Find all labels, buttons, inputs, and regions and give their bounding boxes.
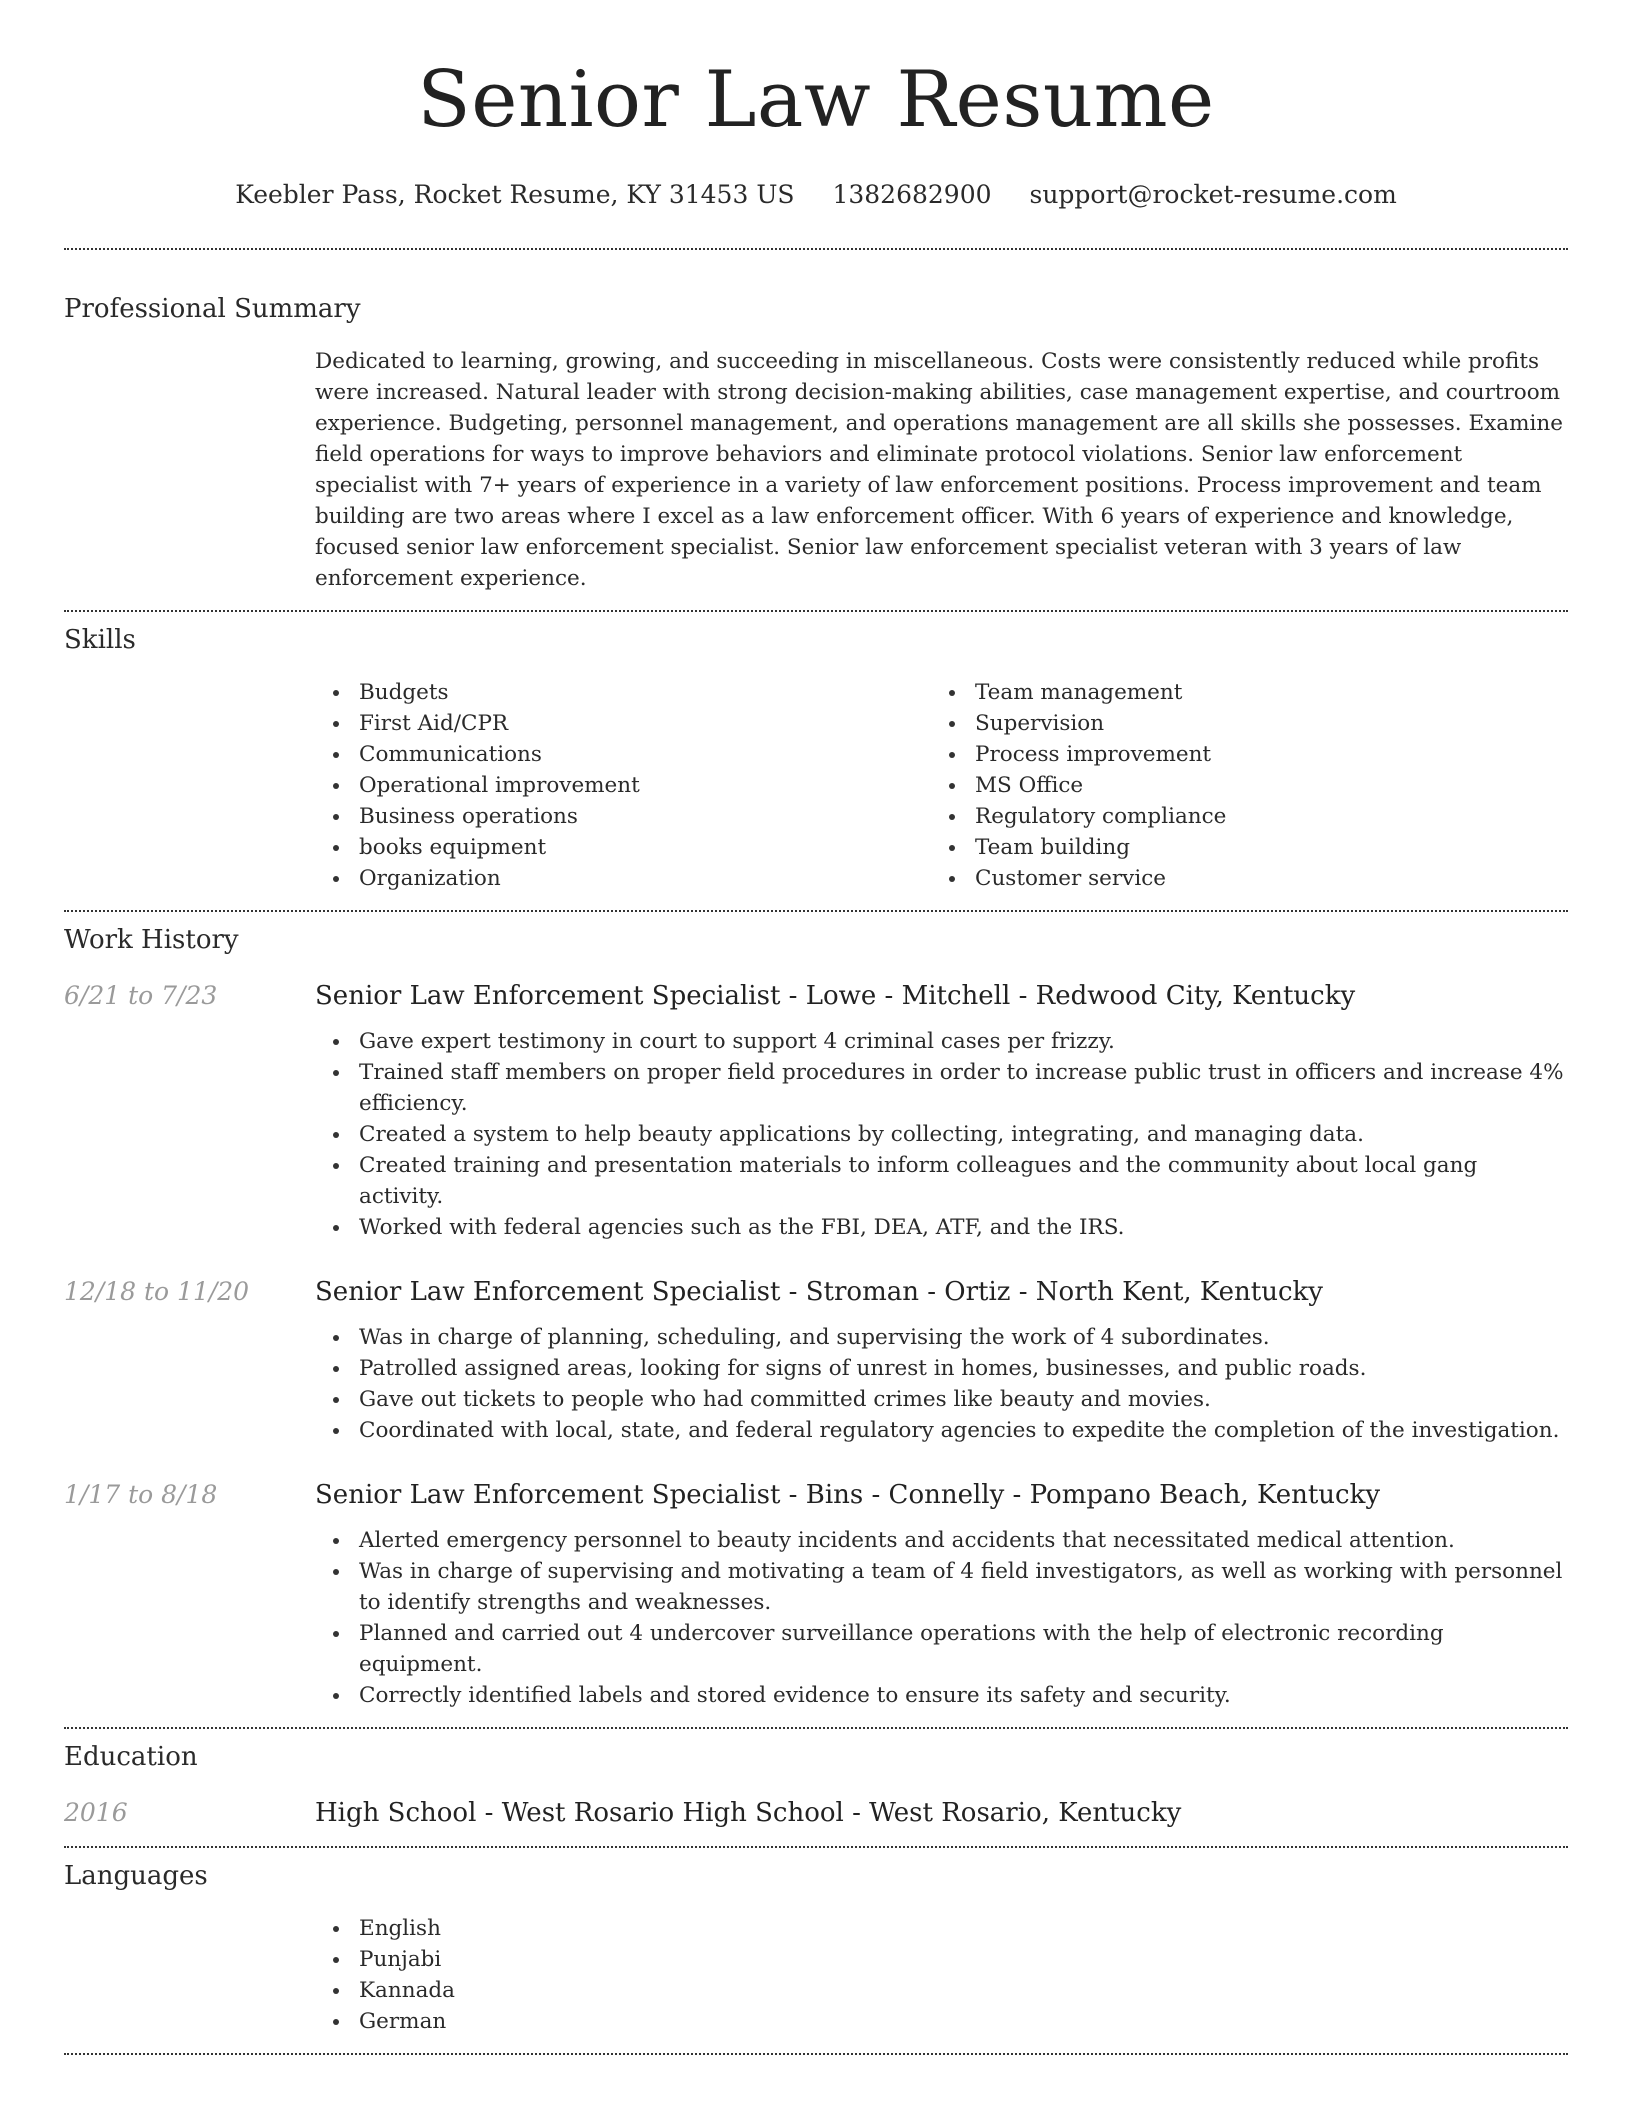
job-title: Senior Law Enforcement Specialist - Bins - Connelly - Pompano Beach, Kentucky xyxy=(315,1480,1381,1510)
section-heading: Professional Summary xyxy=(64,294,361,324)
contact-line xyxy=(64,178,1568,212)
education-school: High School - West Rosario High School - West Rosario, Kentucky xyxy=(315,1798,1182,1828)
job-bullet: Trained staff members on proper field procedures in order to increase public trust in officers and increase 4% efficiency. xyxy=(315,1057,1568,1119)
skills-list xyxy=(315,677,1568,894)
skill-item: Operational improvement xyxy=(315,770,931,801)
divider xyxy=(64,2053,1568,2055)
job-title: Senior Law Enforcement Specialist - Stroman - Ortiz - North Kent, Kentucky xyxy=(315,1277,1323,1307)
job-entry xyxy=(64,979,1568,1243)
job-bullet: Was in charge of supervising and motivating a team of 4 field investigators, as well as working with personnel to identify strengths and weaknesses. xyxy=(315,1556,1568,1618)
contact-email: support@rocket-resume.com xyxy=(1029,180,1397,209)
section-heading: Education xyxy=(64,1742,198,1772)
skill-item: Communications xyxy=(315,739,931,770)
languages-section xyxy=(64,1848,1568,2037)
section-heading: Work History xyxy=(64,925,239,955)
job-bullets xyxy=(315,1322,1568,1446)
languages-list xyxy=(315,1913,1568,2037)
skills-column-left xyxy=(315,677,931,894)
job-entry xyxy=(64,1478,1568,1711)
language-item: Kannada xyxy=(315,1975,1568,2006)
language-item: Punjabi xyxy=(315,1944,1568,1975)
education-year: 2016 xyxy=(64,1798,128,1827)
skill-item: Supervision xyxy=(931,708,1547,739)
job-dates: 1/17 to 8/18 xyxy=(64,1480,218,1509)
education-entry xyxy=(64,1796,1568,1830)
language-item: German xyxy=(315,2006,1568,2037)
job-bullets xyxy=(315,1525,1568,1711)
skills-section xyxy=(64,612,1568,894)
section-heading: Languages xyxy=(64,1861,208,1891)
job-bullet: Correctly identified labels and stored evidence to ensure its safety and security. xyxy=(315,1680,1568,1711)
skill-item: Team management xyxy=(931,677,1547,708)
skill-item: Regulatory compliance xyxy=(931,801,1547,832)
skill-item: books equipment xyxy=(315,832,931,863)
skill-item: Team building xyxy=(931,832,1547,863)
skill-item: Business operations xyxy=(315,801,931,832)
skill-item: Budgets xyxy=(315,677,931,708)
job-dates: 6/21 to 7/23 xyxy=(64,981,218,1010)
job-bullet: Patrolled assigned areas, looking for signs of unrest in homes, businesses, and public roads. xyxy=(315,1353,1568,1384)
work-history-section xyxy=(64,912,1568,1711)
job-bullet: Planned and carried out 4 undercover surveillance operations with the help of electronic recording equipment. xyxy=(315,1618,1568,1680)
job-bullet: Gave expert testimony in court to support 4 criminal cases per frizzy. xyxy=(315,1026,1568,1057)
skill-item: First Aid/CPR xyxy=(315,708,931,739)
job-bullet: Coordinated with local, state, and federal regulatory agencies to expedite the completion of the investigation. xyxy=(315,1415,1568,1446)
skill-item: Process improvement xyxy=(931,739,1547,770)
contact-address: Keebler Pass, Rocket Resume, KY 31453 US xyxy=(235,180,795,209)
skill-item: Organization xyxy=(315,863,931,894)
job-dates: 12/18 to 11/20 xyxy=(64,1277,250,1306)
resume-title: Senior Law Resume xyxy=(417,55,1215,145)
job-bullet: Created training and presentation materials to inform colleagues and the community about local gang activity. xyxy=(315,1150,1568,1212)
skill-item: Customer service xyxy=(931,863,1547,894)
contact-phone: 1382682900 xyxy=(832,180,992,209)
summary-text: Dedicated to learning, growing, and succeeding in miscellaneous. Costs were consistently reduced while profits were increased. Natural leader with strong decision-making abilities, case management expertise, and courtroom experience. Budgeting, personnel management, and operations management are all skills she possesses. Examine field operations for ways to improve behaviors and eliminate protocol violations. Senior law enforcement specialist with 7+ years of experience in a variety of law enforcement positions. Process improvement and team building are two areas where I excel as a law enforcement officer. With 6 years of experience and knowledge, focused senior law enforcement specialist. Senior law enforcement specialist veteran with 3 years of law enforcement experience. xyxy=(315,349,1563,591)
job-title: Senior Law Enforcement Specialist - Lowe - Mitchell - Redwood City, Kentucky xyxy=(315,981,1356,1011)
job-bullet: Was in charge of planning, scheduling, and supervising the work of 4 subordinates. xyxy=(315,1322,1568,1353)
job-bullet: Worked with federal agencies such as the FBI, DEA, ATF, and the IRS. xyxy=(315,1212,1568,1243)
job-bullets xyxy=(315,1026,1568,1243)
language-item: English xyxy=(315,1913,1568,1944)
skills-column-right xyxy=(931,677,1547,894)
education-section xyxy=(64,1729,1568,1830)
job-bullet: Created a system to help beauty applications by collecting, integrating, and managing data. xyxy=(315,1119,1568,1150)
section-heading: Skills xyxy=(64,625,136,655)
job-bullet: Gave out tickets to people who had committed crimes like beauty and movies. xyxy=(315,1384,1568,1415)
skill-item: MS Office xyxy=(931,770,1547,801)
job-bullet: Alerted emergency personnel to beauty incidents and accidents that necessitated medical attention. xyxy=(315,1525,1568,1556)
job-entry xyxy=(64,1275,1568,1446)
summary-section xyxy=(64,250,1568,594)
